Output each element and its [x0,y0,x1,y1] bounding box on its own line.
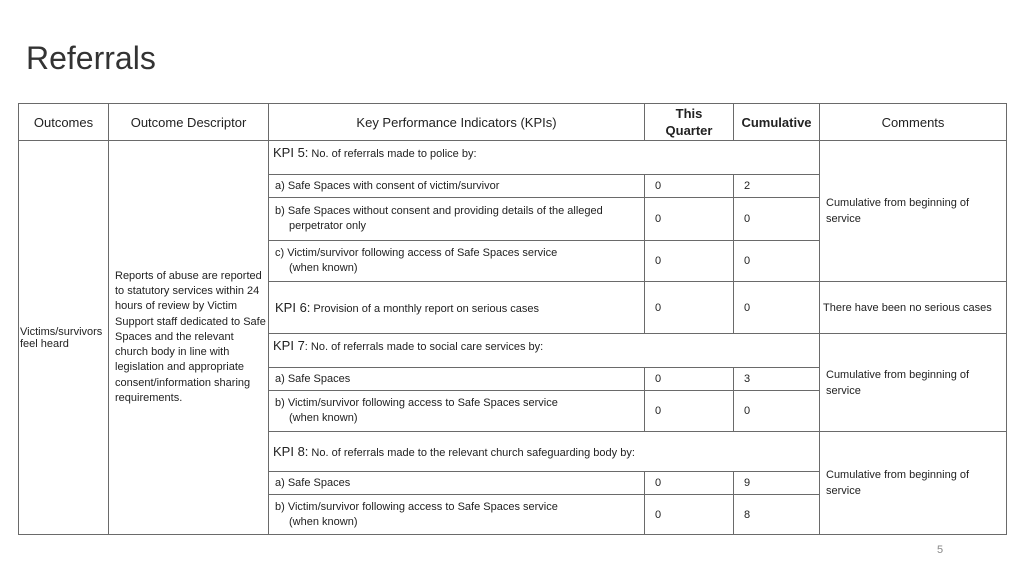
kpi5-item-b-text-cont: perpetrator only [289,220,367,232]
kpi5-item-c-cumulative: 0 [734,241,820,282]
header-kpis: Key Performance Indicators (KPIs) [269,104,645,141]
header-this-quarter-line1: This [675,106,703,121]
kpi7-text: : No. of referrals made to social care services by: [304,341,544,353]
slide-title: Referrals [26,40,156,76]
kpi7-item-a [269,368,645,391]
kpi8-heading [269,432,820,472]
kpi5-item-a-quarter: 0 [645,175,734,198]
kpi5-item-c-text: c) Victim/survivor following access of Safe Spaces service [275,247,558,259]
kpi8-item-b-cumulative: 8 [734,495,820,535]
kpi7-item-a-cumulative: 3 [734,368,820,391]
header-this-quarter-line2: Quarter [665,123,713,138]
kpi7-item-b-text-cont: (when known) [289,412,358,424]
kpi5-item-b-text: b) Safe Spaces without consent and providing details of the alleged [275,205,603,217]
kpi5-text: No. of referrals made to police by: [311,148,477,160]
kpi5-heading [269,141,820,175]
referrals-table [18,103,1007,535]
kpi5-comment: Cumulative from beginning of service [820,141,1007,282]
kpi6-heading [269,282,645,334]
kpi5-item-c [269,241,645,282]
kpi8-comment: Cumulative from beginning of service [820,432,1007,535]
table-row [19,141,1007,175]
kpi5-label: KPI 5: [273,145,309,160]
kpi6-text: Provision of a monthly report on serious cases [313,303,540,315]
header-outcome-descriptor: Outcome Descriptor [109,104,269,141]
kpi8-label: KPI 8: [273,444,309,459]
table-header-row [19,104,1007,141]
header-cumulative: Cumulative [734,104,820,141]
kpi7-item-b-cumulative: 0 [734,391,820,432]
kpi7-item-b-text: b) Victim/survivor following access to Safe Spaces service [275,397,558,409]
kpi7-comment: Cumulative from beginning of service [820,334,1007,432]
kpi8-item-a-cumulative: 9 [734,472,820,495]
kpi8-item-b-quarter: 0 [645,495,734,535]
kpi7-item-b [269,391,645,432]
kpi6-label: KPI 6: [275,300,311,315]
header-outcomes: Outcomes [19,104,109,141]
kpi5-item-c-quarter: 0 [645,241,734,282]
kpi8-item-b-text-cont: (when known) [289,515,358,528]
outcome-descriptor-cell: Reports of abuse are reported to statutory services within 24 hours of review by Victim Support staff dedicated to Safe Spaces and the relevant church body in line with legislation and appropriate consent/information sharing requirements. [109,141,269,535]
header-comments: Comments [820,104,1007,141]
kpi7-heading [269,334,820,368]
kpi5-item-c-text-cont: (when known) [289,262,358,274]
kpi6-comment: There have been no serious cases [820,282,1007,334]
kpi5-item-a-text: a) Safe Spaces with consent of victim/survivor [275,180,500,192]
kpi7-item-a-text: a) Safe Spaces [275,373,351,385]
kpi5-item-b-cumulative: 0 [734,198,820,241]
kpi8-item-a-quarter: 0 [645,472,734,495]
header-this-quarter [645,104,734,141]
kpi7-item-b-quarter: 0 [645,391,734,432]
kpi8-item-b [269,495,645,535]
kpi5-item-a-cumulative: 2 [734,175,820,198]
kpi5-item-b [269,198,645,241]
kpi5-item-b-quarter: 0 [645,198,734,241]
kpi7-label: KPI 7 [273,338,305,353]
kpi8-item-a-text: a) Safe Spaces [275,477,351,489]
kpi5-item-a [269,175,645,198]
outcome-cell: Victims/survivors feel heard [19,141,109,535]
kpi8-item-b-text: b) Victim/survivor following access to Safe Spaces service [275,500,558,513]
kpi6-quarter: 0 [645,282,734,334]
kpi8-item-a [269,472,645,495]
page-number: 5 [937,544,944,556]
kpi6-cumulative: 0 [734,282,820,334]
kpi8-text: No. of referrals made to the relevant church safeguarding body by: [311,447,635,459]
kpi7-item-a-quarter: 0 [645,368,734,391]
